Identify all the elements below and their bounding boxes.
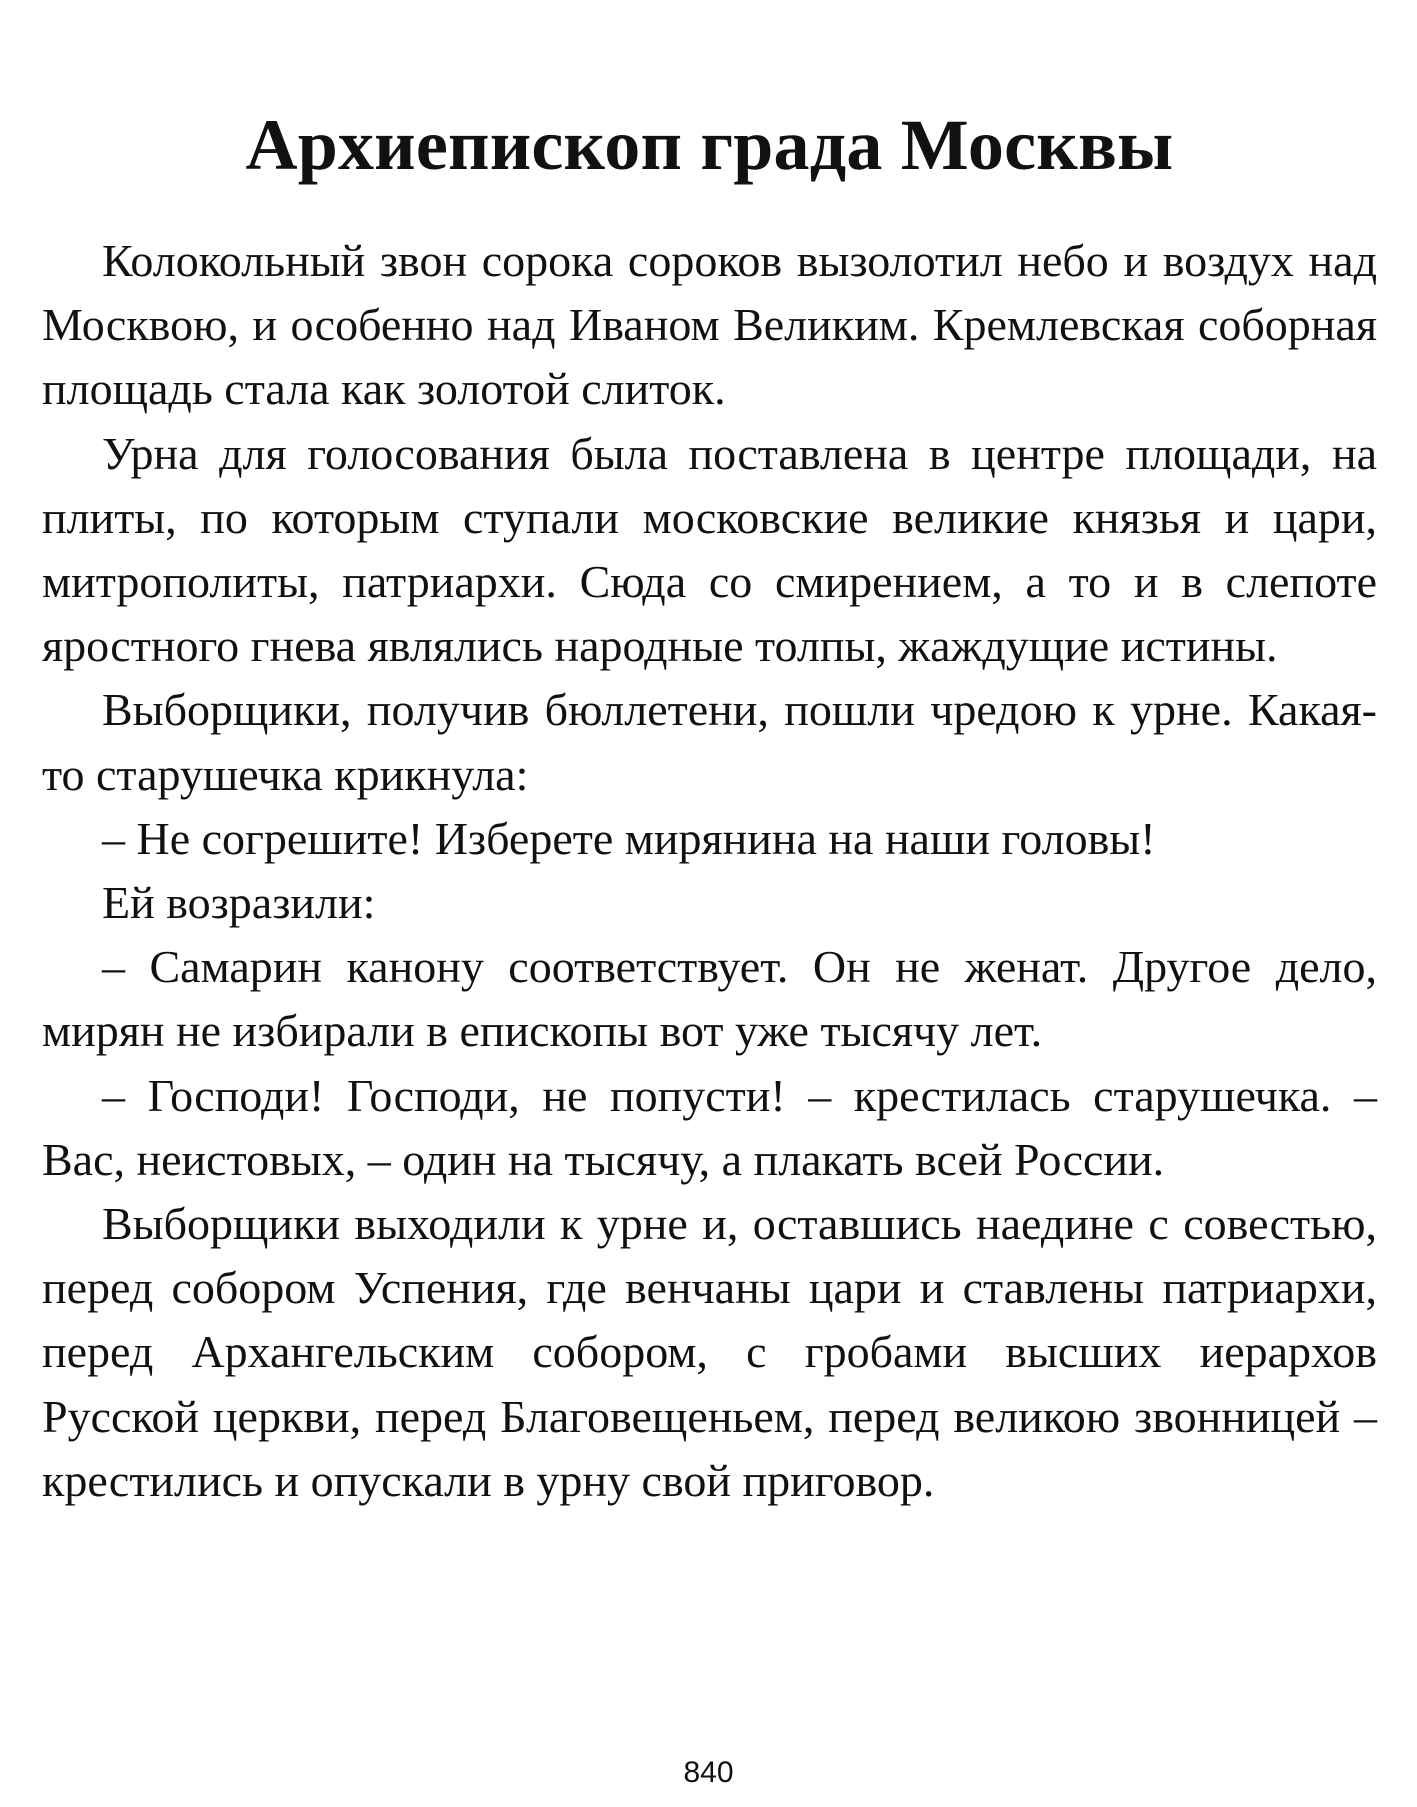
paragraph-7: – Господи! Господи, не попусти! – крестилась старушечка. – Вас, неистовых, – один на тысячу, а плакать всей России.	[42, 1069, 1377, 1185]
paragraph-8: Выборщики выходили к урне и, оставшись наедине с совестью, перед собором Успения, где венчаны цари и ставлены патриархи, перед Архангельским собором, с гробами высших иерархов Русской церкви, перед Благовещеньем, перед великою звонницей – крестились и опускали в урну свой приговор.	[42, 1198, 1377, 1506]
body-text	[42, 229, 1377, 1513]
page-title: Архиепископ града Москвы	[245, 105, 1174, 185]
paragraph-6: – Самарин канону соответствует. Он не женат. Другое дело, мирян не избирали в епископы вот уже тысячу лет.	[42, 941, 1377, 1057]
document-page	[42, 95, 1377, 1795]
paragraph-1: Колокольный звон сорока сороков вызолотил небо и воздух над Москвою, и особенно над Иваном Великим. Кремлевская соборная площадь стала как золотой слиток.	[42, 235, 1377, 415]
paragraph-3: Выборщики, получив бюллетени, пошли чредою к урне. Какая-то старушечка крикнула:	[42, 684, 1377, 800]
paragraph-4: – Не согрешите! Изберете мирянина на наши головы!	[102, 812, 1156, 864]
paragraph-5: Ей возразили:	[102, 877, 376, 929]
paragraph-2: Урна для голосования была поставлена в центре площади, на плиты, по которым ступали московские великие князья и цари, митрополиты, патриархи. Сюда со смирением, а то и в слепоте яростного гнева являлись народные толпы, жаждущие истины.	[42, 427, 1377, 672]
page-number: 840	[683, 1756, 734, 1789]
